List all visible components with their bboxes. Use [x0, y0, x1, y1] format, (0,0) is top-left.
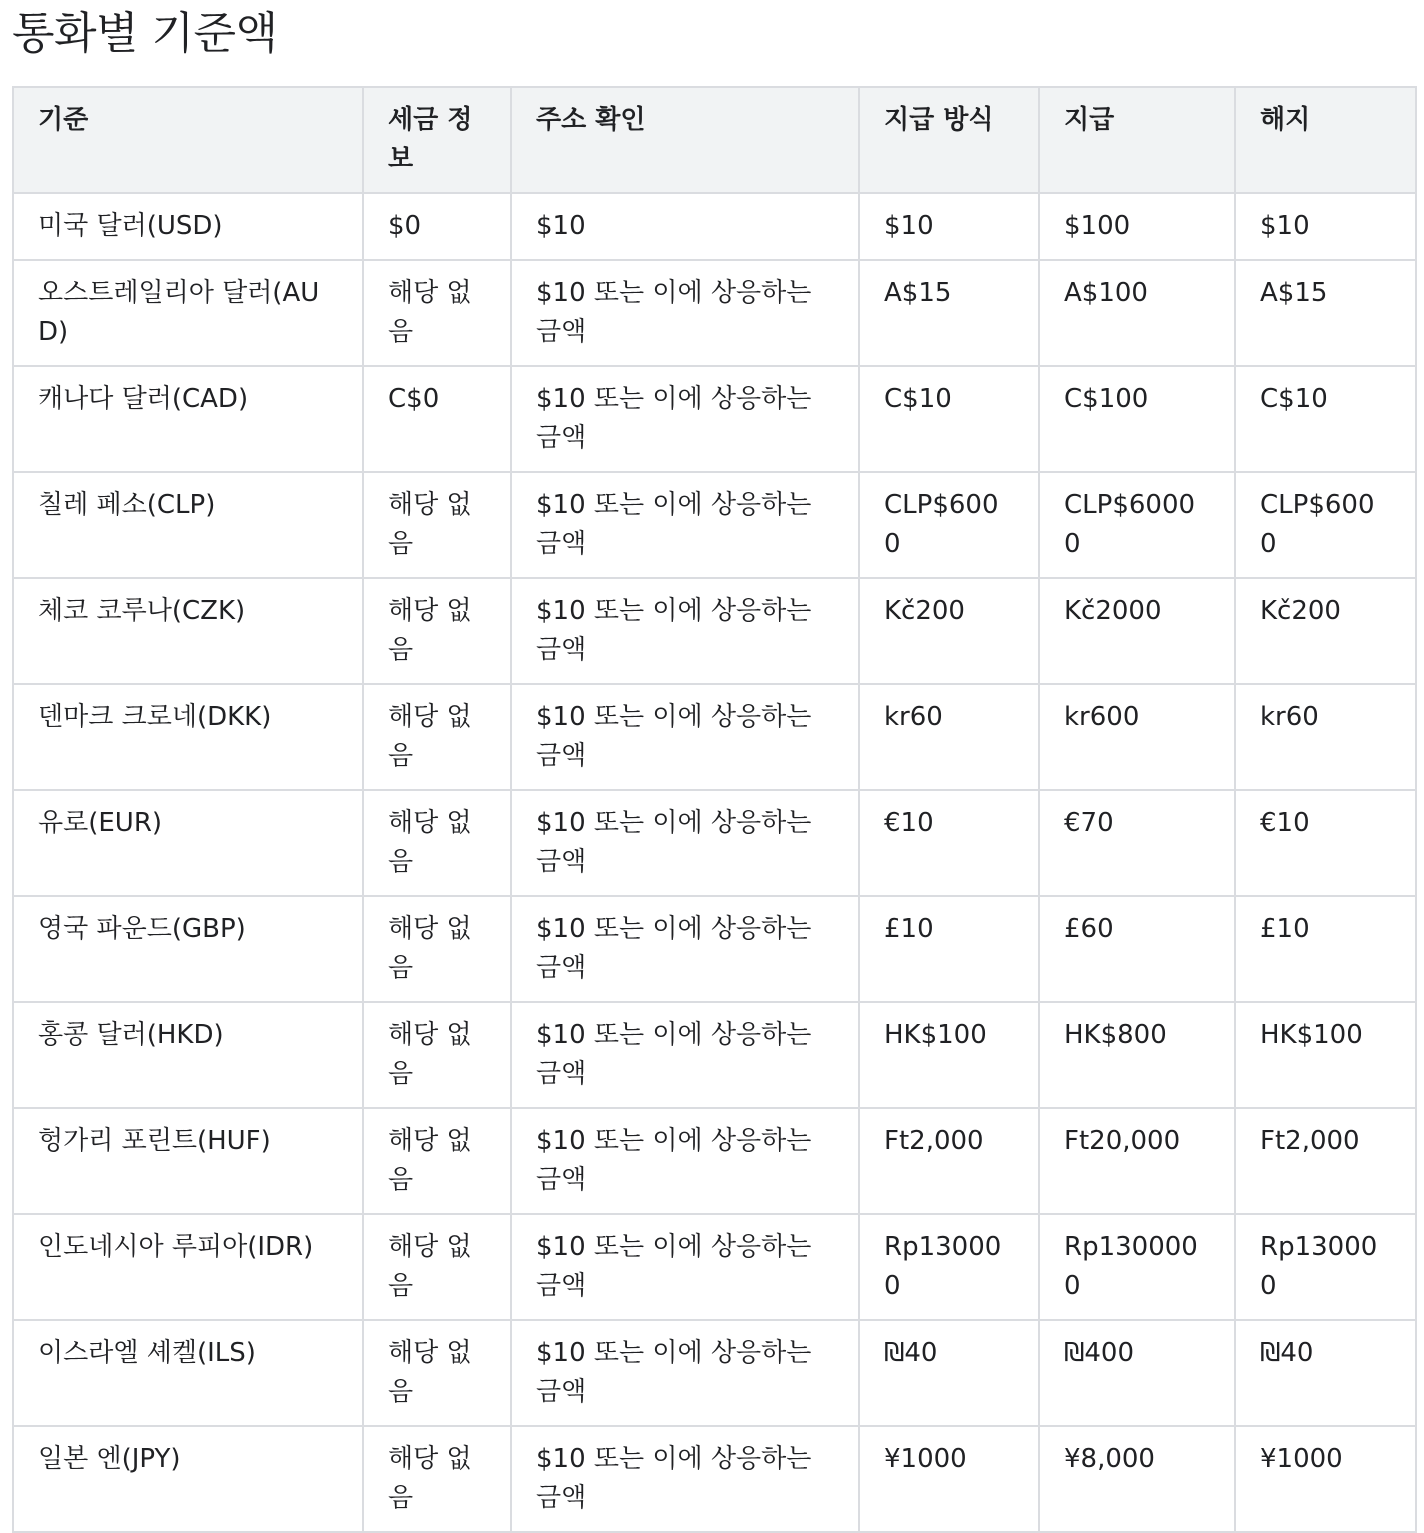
- cell-payment: $100: [1039, 193, 1235, 260]
- cell-payment-method: Ft2,000: [859, 1108, 1039, 1214]
- cell-tax-info: C$0: [363, 366, 511, 472]
- cell-payment-method: HK$100: [859, 1002, 1039, 1108]
- cell-termination: A$15: [1235, 260, 1416, 366]
- table-row: [13, 684, 1416, 790]
- table-row: [13, 1214, 1416, 1320]
- cell-termination: C$10: [1235, 366, 1416, 472]
- table-row: [13, 1002, 1416, 1108]
- cell-payment-method: A$15: [859, 260, 1039, 366]
- header-address-verification: 주소 확인: [511, 87, 859, 193]
- cell-payment: A$100: [1039, 260, 1235, 366]
- cell-address-verification: $10 또는 이에 상응하는 금액: [511, 578, 859, 684]
- table-row: [13, 790, 1416, 896]
- cell-currency: 오스트레일리아 달러(AUD): [13, 260, 363, 366]
- cell-payment-method: ₪40: [859, 1320, 1039, 1426]
- cell-tax-info: 해당 없음: [363, 790, 511, 896]
- cell-payment: ¥8,000: [1039, 1426, 1235, 1532]
- cell-address-verification: $10 또는 이에 상응하는 금액: [511, 1002, 859, 1108]
- cell-address-verification: $10 또는 이에 상응하는 금액: [511, 1214, 859, 1320]
- cell-termination: kr60: [1235, 684, 1416, 790]
- cell-tax-info: 해당 없음: [363, 1108, 511, 1214]
- cell-tax-info: 해당 없음: [363, 1214, 511, 1320]
- table-row: [13, 1320, 1416, 1426]
- cell-termination: HK$100: [1235, 1002, 1416, 1108]
- cell-termination: £10: [1235, 896, 1416, 1002]
- cell-currency: 칠레 페소(CLP): [13, 472, 363, 578]
- cell-tax-info: 해당 없음: [363, 578, 511, 684]
- cell-address-verification: $10 또는 이에 상응하는 금액: [511, 684, 859, 790]
- cell-termination: ¥1000: [1235, 1426, 1416, 1532]
- header-tax-info: 세금 정보: [363, 87, 511, 193]
- cell-currency: 영국 파운드(GBP): [13, 896, 363, 1002]
- cell-tax-info: 해당 없음: [363, 1320, 511, 1426]
- cell-address-verification: $10 또는 이에 상응하는 금액: [511, 260, 859, 366]
- cell-address-verification: $10 또는 이에 상응하는 금액: [511, 1320, 859, 1426]
- cell-tax-info: 해당 없음: [363, 684, 511, 790]
- table-row: [13, 1426, 1416, 1532]
- table-row: [13, 896, 1416, 1002]
- cell-payment-method: Kč200: [859, 578, 1039, 684]
- cell-payment: CLP$60000: [1039, 472, 1235, 578]
- cell-tax-info: $0: [363, 193, 511, 260]
- cell-currency: 홍콩 달러(HKD): [13, 1002, 363, 1108]
- table-row: [13, 366, 1416, 472]
- currency-threshold-table: [12, 86, 1417, 1533]
- cell-tax-info: 해당 없음: [363, 472, 511, 578]
- cell-currency: 캐나다 달러(CAD): [13, 366, 363, 472]
- cell-termination: Ft2,000: [1235, 1108, 1416, 1214]
- cell-currency: 체코 코루나(CZK): [13, 578, 363, 684]
- cell-payment: HK$800: [1039, 1002, 1235, 1108]
- cell-currency: 유로(EUR): [13, 790, 363, 896]
- cell-payment-method: €10: [859, 790, 1039, 896]
- cell-payment: ₪400: [1039, 1320, 1235, 1426]
- cell-payment-method: Rp130000: [859, 1214, 1039, 1320]
- cell-address-verification: $10 또는 이에 상응하는 금액: [511, 1426, 859, 1532]
- table-row: [13, 260, 1416, 366]
- header-termination: 해지: [1235, 87, 1416, 193]
- cell-payment-method: C$10: [859, 366, 1039, 472]
- table-row: [13, 578, 1416, 684]
- cell-payment-method: CLP$6000: [859, 472, 1039, 578]
- cell-address-verification: $10 또는 이에 상응하는 금액: [511, 472, 859, 578]
- cell-payment: Ft20,000: [1039, 1108, 1235, 1214]
- cell-tax-info: 해당 없음: [363, 260, 511, 366]
- cell-payment: €70: [1039, 790, 1235, 896]
- cell-currency: 인도네시아 루피아(IDR): [13, 1214, 363, 1320]
- table-row: [13, 472, 1416, 578]
- cell-address-verification: $10 또는 이에 상응하는 금액: [511, 1108, 859, 1214]
- cell-currency: 이스라엘 셰켈(ILS): [13, 1320, 363, 1426]
- header-threshold: 기준: [13, 87, 363, 193]
- cell-payment: £60: [1039, 896, 1235, 1002]
- cell-currency: 미국 달러(USD): [13, 193, 363, 260]
- cell-payment-method: £10: [859, 896, 1039, 1002]
- table-header-row: [13, 87, 1416, 193]
- cell-currency: 덴마크 크로네(DKK): [13, 684, 363, 790]
- threshold-table-container: [12, 86, 1415, 1533]
- cell-termination: Rp130000: [1235, 1214, 1416, 1320]
- cell-address-verification: $10 또는 이에 상응하는 금액: [511, 790, 859, 896]
- cell-tax-info: 해당 없음: [363, 896, 511, 1002]
- cell-payment-method: $10: [859, 193, 1039, 260]
- cell-termination: Kč200: [1235, 578, 1416, 684]
- cell-termination: €10: [1235, 790, 1416, 896]
- cell-tax-info: 해당 없음: [363, 1002, 511, 1108]
- table-row: [13, 1108, 1416, 1214]
- header-payment: 지급: [1039, 87, 1235, 193]
- cell-currency: 일본 엔(JPY): [13, 1426, 363, 1532]
- cell-currency: 헝가리 포린트(HUF): [13, 1108, 363, 1214]
- table-row: [13, 193, 1416, 260]
- cell-payment: C$100: [1039, 366, 1235, 472]
- cell-termination: ₪40: [1235, 1320, 1416, 1426]
- cell-payment: Kč2000: [1039, 578, 1235, 684]
- cell-address-verification: $10 또는 이에 상응하는 금액: [511, 366, 859, 472]
- cell-payment: Rp1300000: [1039, 1214, 1235, 1320]
- cell-termination: $10: [1235, 193, 1416, 260]
- cell-payment: kr600: [1039, 684, 1235, 790]
- cell-address-verification: $10: [511, 193, 859, 260]
- header-payment-method: 지급 방식: [859, 87, 1039, 193]
- cell-tax-info: 해당 없음: [363, 1426, 511, 1532]
- cell-address-verification: $10 또는 이에 상응하는 금액: [511, 896, 859, 1002]
- page-title: 통화별 기준액: [12, 8, 278, 59]
- cell-payment-method: ¥1000: [859, 1426, 1039, 1532]
- cell-termination: CLP$6000: [1235, 472, 1416, 578]
- cell-payment-method: kr60: [859, 684, 1039, 790]
